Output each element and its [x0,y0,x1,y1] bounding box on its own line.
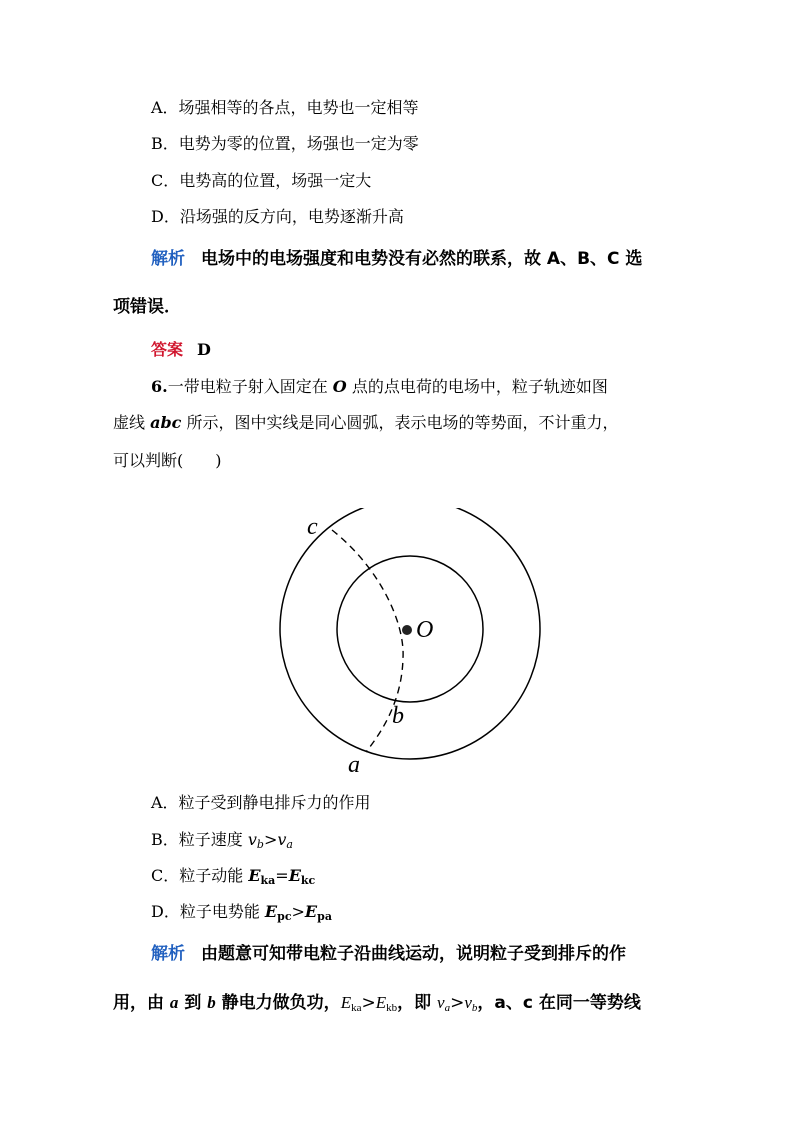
eq-sign: = [275,866,289,885]
var-E: E [248,866,261,885]
question-number: 6. [151,377,168,396]
analysis-text: ， [477,993,495,1013]
var-E: E [375,993,387,1012]
equipotential-figure [270,508,550,778]
sub-a: a [286,838,293,851]
var-a: a [169,993,179,1012]
q6-option-c [151,866,315,886]
stem-var-abc: abc [150,413,182,432]
label-O: O [416,617,434,643]
point-charge-O [402,625,412,635]
sub-ka: ka [260,874,276,887]
q6-stem-line3: 可以判断( ) [113,451,222,470]
stem-text: 点的点电荷的电场中，粒子轨迹如图 [346,377,608,396]
analysis-text: a、c 在同一等势线 [494,993,641,1013]
gt-sign: > [450,993,465,1013]
option-text: B．粒子速度 [151,830,248,849]
stem-text: 一带电粒子射入固定在 [167,377,333,396]
gt-sign: > [291,902,305,921]
analysis-tag: 解析 [151,944,185,964]
label-c: c [307,514,318,540]
sub-a: a [444,1002,451,1014]
q6-stem-line2 [113,413,618,433]
sub-kb: kb [386,1002,398,1014]
q6-stem-line1 [151,377,608,397]
analysis-text: 到 [178,993,208,1013]
stem-text: 虚线 [113,413,151,432]
gt-sign: > [263,830,278,849]
analysis-tag: 解析 [151,249,185,269]
option-text: C．粒子动能 [151,866,249,885]
var-E: E [288,866,301,885]
gt-sign: > [361,993,376,1013]
var-b: b [207,993,216,1012]
var-E: E [264,902,278,921]
analysis-text: ，即 [397,993,438,1013]
sub-b: b [471,1002,478,1014]
analysis-text-line1: 电场中的电场强度和电势没有必然的联系，故 A、B、C 选 [201,249,643,269]
answer-value: D [197,340,211,359]
q6-analysis-line2 [113,993,641,1013]
q6-option-b [151,830,293,850]
stem-var-O: O [332,377,347,396]
var-v: v [277,830,287,849]
var-v: v [247,830,257,849]
q5-analysis-line2: 项错误． [113,297,181,317]
var-E: E [304,902,318,921]
q5-option-a: A．场强相等的各点，电势也一定相等 [151,98,419,117]
option-text: D．粒子电势能 [151,902,265,921]
q5-analysis [151,249,642,269]
q6-analysis [151,944,626,964]
sub-ka: ka [351,1002,362,1014]
var-v: v [464,993,472,1012]
analysis-text-line1: 由题意可知带电粒子沿曲线运动，说明粒子受到排斥的作 [201,944,626,964]
label-b: b [392,703,404,729]
sub-pa: pa [317,910,332,923]
q5-option-c: C．电势高的位置，场强一定大 [151,171,372,190]
answer-tag: 答案 [151,340,184,359]
sub-pc: pc [277,910,292,923]
q5-option-b: B．电势为零的位置，场强也一定为零 [151,134,419,153]
q5-answer [151,340,211,360]
analysis-text: 静电力做负功， [215,993,341,1013]
q6-option-a: A．粒子受到静电排斥力的作用 [151,793,371,812]
q6-option-d [151,902,332,922]
stem-text: 所示，图中实线是同心圆弧，表示电场的等势面，不计重力， [181,413,619,432]
label-a: a [348,752,360,778]
analysis-text: 用，由 [113,993,170,1013]
q5-option-d: D．沿场强的反方向，电势逐渐升高 [151,207,404,226]
sub-b: b [256,838,264,851]
sub-kc: kc [300,874,316,887]
var-v: v [437,993,445,1012]
var-E: E [340,993,352,1012]
